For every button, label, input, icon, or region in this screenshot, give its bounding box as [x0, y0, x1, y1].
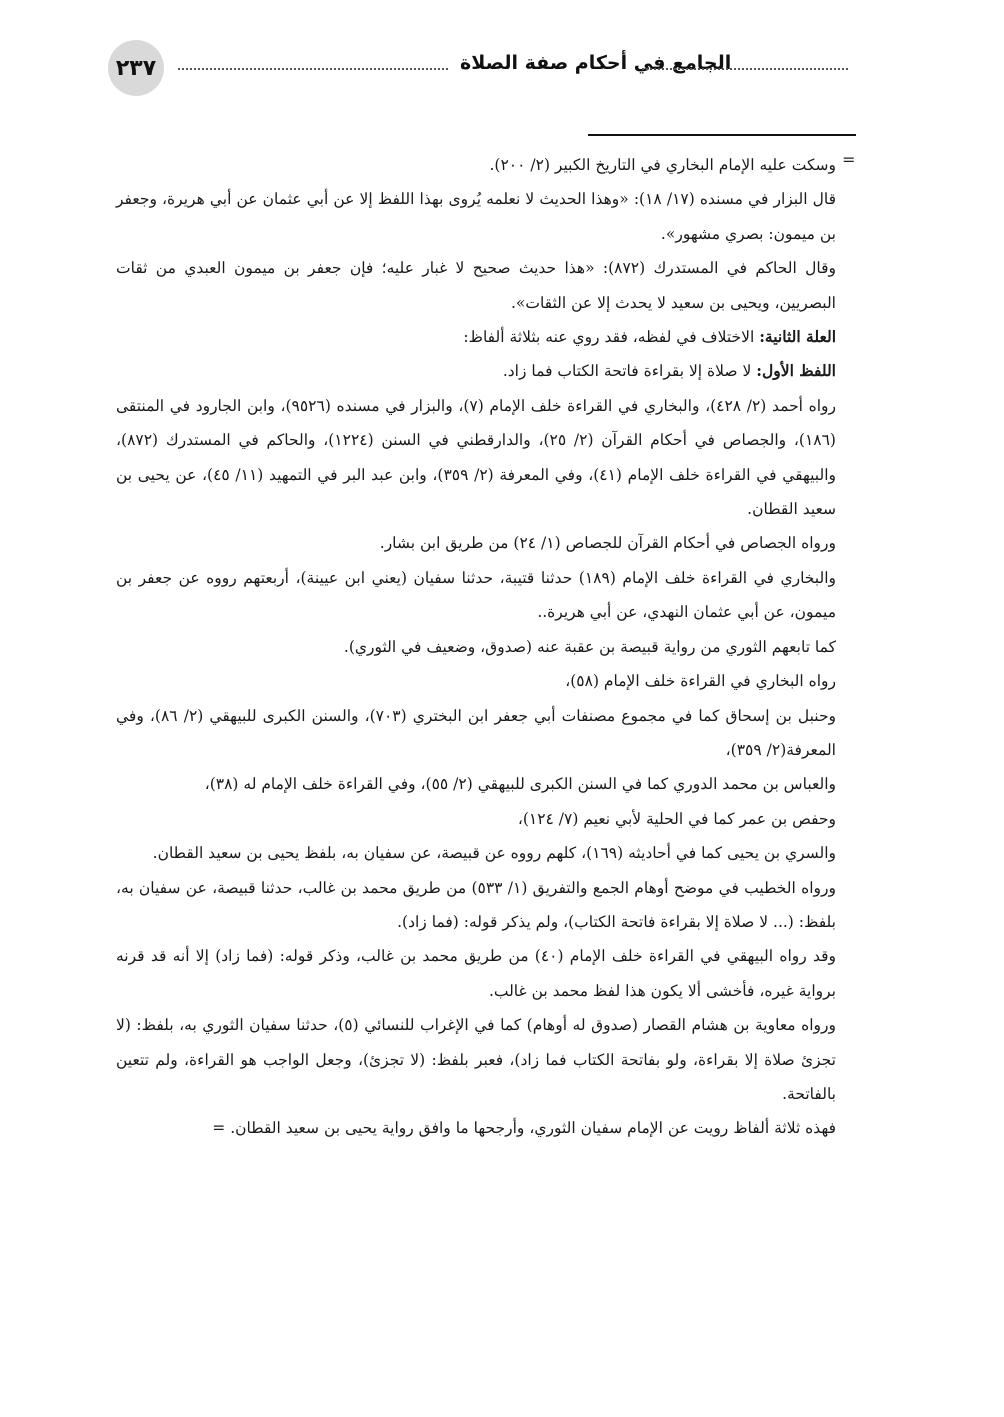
paragraph-text: رواه أحمد (٢/ ٤٢٨)، والبخاري في القراءة خلف الإمام (٧)، والبزار في مسنده (٩٥٢٦)، وابن الجارود في المنتقى (١٨٦)، والجصاص في أحكام القرآن (٢/ ٢٥)، والدارقطني في السنن (١٢٢٤)، والحاكم في المستدرك (٨٧٢)، والبيهقي في القراءة خلف الإمام (٤١)، وفي المعرفة (٢/ ٣٥٩)، وابن عبد البر في التمهيد (١١/ ٤٥)، عن يحيى بن سعيد القطان. — [116, 396, 836, 519]
paragraph-text: ورواه الخطيب في موضح أوهام الجمع والتفريق (١/ ٥٣٣) من طريق محمد بن غالب، حدثنا قبيصة، عن سفيان به، بلفظ: (... لا صلاة إلا بقراءة فاتحة الكتاب)، ولم يذكر قوله: (فما زاد). — [116, 878, 836, 931]
header-dotted-leader-right — [642, 68, 848, 70]
paragraph-text: والسري بن يحيى كما في أحاديثه (١٦٩)، كلهم رووه عن قبيصة، عن سفيان به، بلفظ يحيى بن سعيد القطان. — [152, 844, 836, 863]
header-dotted-leader-left — [178, 68, 448, 70]
paragraph-text: رواه البخاري في القراءة خلف الإمام (٥٨)، — [565, 672, 836, 691]
paragraph-lead: العلة الثانية: — [759, 327, 836, 347]
paragraph — [116, 802, 836, 836]
paragraph-text: كما تابعهم الثوري من رواية قبيصة بن عقبة عنه (صدوق، وضعيف في الثوري). — [343, 637, 836, 656]
paragraph — [116, 354, 836, 388]
paragraph — [116, 561, 836, 630]
paragraph — [116, 630, 836, 664]
paragraph — [116, 251, 836, 320]
paragraph-text: قال البزار في مسنده (١٧/ ١٨): «وهذا الحديث لا نعلمه يُروى بهذا اللفظ إلا عن أبي عثمان عن أبي هريرة، وجعفر بن ميمون: بصري مشهور». — [116, 190, 837, 243]
paragraph-text: وقد رواه البيهقي في القراءة خلف الإمام (٤٠) من طريق محمد بن غالب، وذكر قوله: (فما زاد) إلا أنه قد قرنه برواية غيره، فأخشى ألا يكون هذا لفظ محمد بن غالب. — [116, 947, 836, 1000]
paragraph — [116, 767, 836, 801]
paragraph-text: وحفص بن عمر كما في الحلية لأبي نعيم (٧/ ١٢٤)، — [517, 809, 836, 828]
paragraph-text: وقال الحاكم في المستدرك (٨٧٢): «هذا حديث صحيح لا غبار عليه؛ فإن جعفر بن ميمون العبدي من ثقات البصريين، ويحيى بن سعيد لا يحدث إلا عن الثقات». — [116, 259, 836, 312]
footnote-separator-rule — [588, 134, 856, 136]
paragraph-text: الاختلاف في لفظه، فقد روي عنه بثلاثة ألفاظ: — [463, 328, 760, 347]
paragraph — [116, 699, 836, 768]
paragraph-text: ورواه معاوية بن هشام القصار (صدوق له أوهام) كما في الإغراب للنسائي (٥)، حدثنا سفيان الثوري به، بلفظ: (لا تجزئ صلاة إلا بقراءة، ولو بفاتحة الكتاب فما زاد)، فعبر بلفظ: (لا تجزئ)، وجعل الواجب هو القراءة، ولم تتعين بالفاتحة. — [116, 1016, 836, 1103]
paragraph-text: والبخاري في القراءة خلف الإمام (١٨٩) حدثنا قتيبة، حدثنا سفيان (يعني ابن عيينة)، أربعتهم رووه عن جعفر بن ميمون، عن أبي عثمان النهدي، عن أبي هريرة.. — [116, 568, 836, 622]
page-number: ٢٣٧ — [115, 55, 157, 81]
paragraph-text: لا صلاة إلا بقراءة فاتحة الكتاب فما زاد. — [502, 362, 757, 381]
paragraph — [116, 939, 836, 1008]
paragraph — [116, 664, 836, 698]
paragraph — [116, 836, 836, 870]
paragraph-lead: اللفظ الأول: — [756, 361, 836, 381]
continuation-mark: = — [842, 150, 856, 169]
paragraph-text: فهذه ثلاثة ألفاظ رويت عن الإمام سفيان الثوري، وأرجحها ما وافق رواية يحيى بن سعيد القطان. = — [212, 1119, 836, 1138]
paragraph — [116, 320, 836, 354]
paragraph — [116, 389, 836, 527]
page-number-badge — [108, 40, 164, 96]
paragraph-text: وحنبل بن إسحاق كما في مجموع مصنفات أبي جعفر ابن البختري (٧٠٣)، والسنن الكبرى للبيهقي (٢/ ٨٦)، وفي المعرفة(٢/ ٣٥٩)، — [116, 706, 837, 759]
footnote-body — [116, 148, 836, 1146]
page-header — [108, 40, 848, 98]
paragraph — [116, 1008, 836, 1111]
paragraph — [116, 148, 836, 182]
paragraph — [116, 182, 836, 251]
paragraph — [116, 526, 836, 560]
paragraph — [116, 871, 836, 940]
paragraph — [116, 1111, 836, 1145]
paragraph-text: والعباس بن محمد الدوري كما في السنن الكبرى للبيهقي (٢/ ٥٥)، وفي القراءة خلف الإمام له (٣٨)، — [204, 775, 836, 794]
paragraph-text: ورواه الجصاص في أحكام القرآن للجصاص (١/ ٢٤) من طريق ابن بشار. — [379, 534, 836, 553]
paragraph-text: وسكت عليه الإمام البخاري في التاريخ الكبير (٢/ ٢٠٠). — [489, 156, 836, 174]
running-title: الجامع في أحكام صفة الصلاة — [460, 52, 732, 74]
